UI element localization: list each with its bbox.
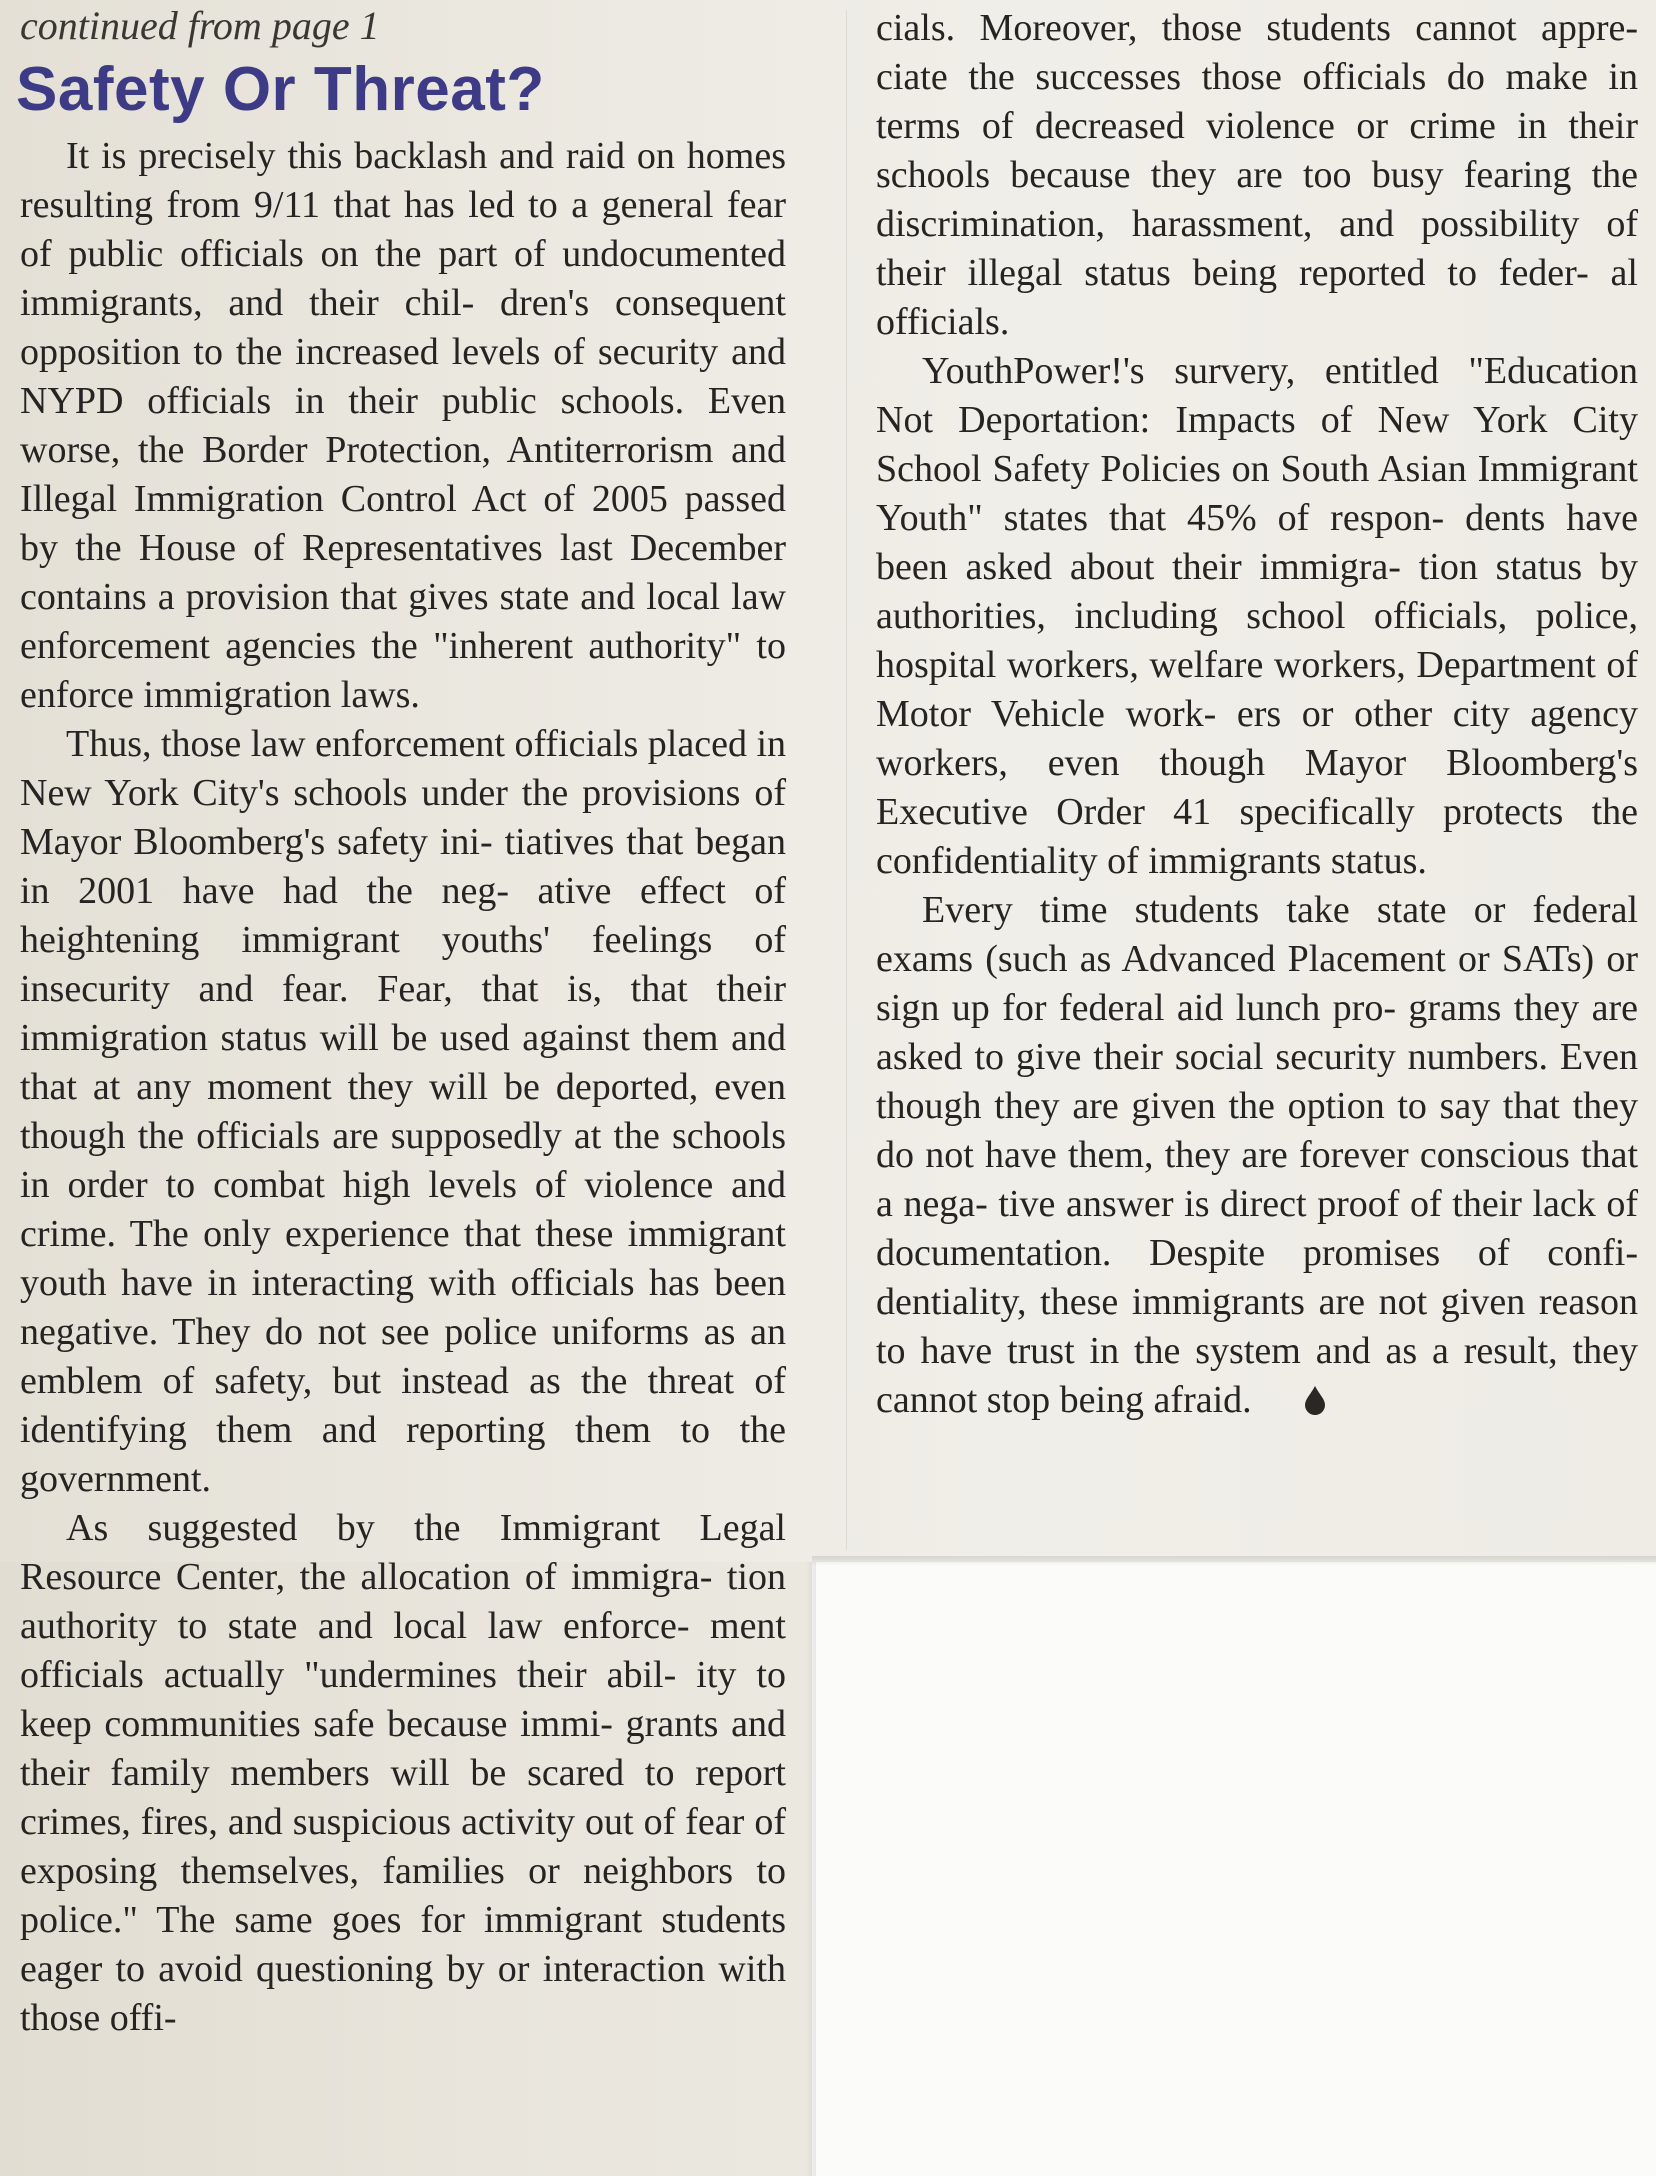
right-paragraph-3 — [876, 886, 1638, 1428]
continued-label: continued from page 1 — [20, 3, 380, 48]
right-paragraph-1: cials. Moreover, those students cannot appre- ciate the successes those officials do make in terms of decreased violence or crime in their schools because they are too busy fearing the discrimination, harassment, and possibility of their illegal status being reported to feder- al officials. — [876, 7, 1638, 343]
left-paragraph-1: It is precisely this backlash and raid on homes resulting from 9/11 that has led to a general fear of public officials on the part of undocumented immigrants, and their chil- dren's consequent opposition to the increased levels of security and NYPD officials in their public schools. Even worse, the Border Protection, Antiterrorism and Illegal Immigration Control Act of 2005 passed by the House of Representatives last December contains a provision that gives state and local law enforcement agencies the "inherent authority" to enforce immigration laws. — [20, 135, 786, 716]
right-paragraph-3-text: Every time students take state or federal exams (such as Advanced Placement or SATs) or sign up for federal aid lunch pro- grams they are asked to give their social security numbers. Even though they are given the option to say that they do not have them, they are forever conscious that a nega- tive answer is direct proof of their lack of documentation. Despite promises of confi- dentiality, these immigrants are not given reason to have trust in the system and as a result, they cannot stop being afraid. — [876, 889, 1638, 1421]
article-right-column — [876, 4, 1638, 1428]
article-headline: Safety Or Threat? — [16, 55, 545, 124]
left-paragraph-3: As suggested by the Immigrant Legal Resource Center, the allocation of immigra- tion authority to state and local law enforce- ment officials actually "undermines their abil- ity to keep communities safe because immi- grants and their family members will be scared to report crimes, fires, and suspicious activity out of fear of exposing themselves, families or neighbors to police." The same goes for immigrant students eager to avoid questioning by or interaction with those offi- — [20, 1507, 786, 2039]
left-paragraph-2: Thus, those law enforcement officials placed in New York City's schools under the provisions of Mayor Bloomberg's safety ini- tiatives that began in 2001 have had the neg- ative effect of heightening immigrant youths' feelings of insecurity and fear. Fear, that is, that their immigration status will be used against them and that at any moment they will be deported, even though the officials are supposedly at the schools in order to combat high levels of violence and crime. The only experience that these immigrant youth have in interacting with officials has been negative. They do not see police uniforms as an emblem of safety, but instead as the threat of identifying them and reporting them to the government. — [20, 723, 786, 1500]
clipping-cut-edge — [812, 1556, 1656, 1566]
right-paragraph-2: YouthPower!'s survery, entitled "Education Not Deportation: Impacts of New York City School Safety Policies on South Asian Immigrant Youth" states that 45% of respon- dents have been asked about their immigra- tion status by authorities, including school officials, police, hospital workers, welfare workers, Department of Motor Vehicle work- ers or other city agency workers, even though Mayor Bloomberg's Executive Order 41 specifically protects the confidentiality of immigrants status. — [876, 350, 1638, 882]
drop-end-mark-icon — [1258, 1379, 1326, 1428]
column-divider — [846, 10, 847, 1550]
article-left-column — [16, 0, 786, 2043]
blank-background-area — [812, 1562, 1656, 2176]
clipping-cut-edge-vertical — [806, 1562, 816, 2176]
